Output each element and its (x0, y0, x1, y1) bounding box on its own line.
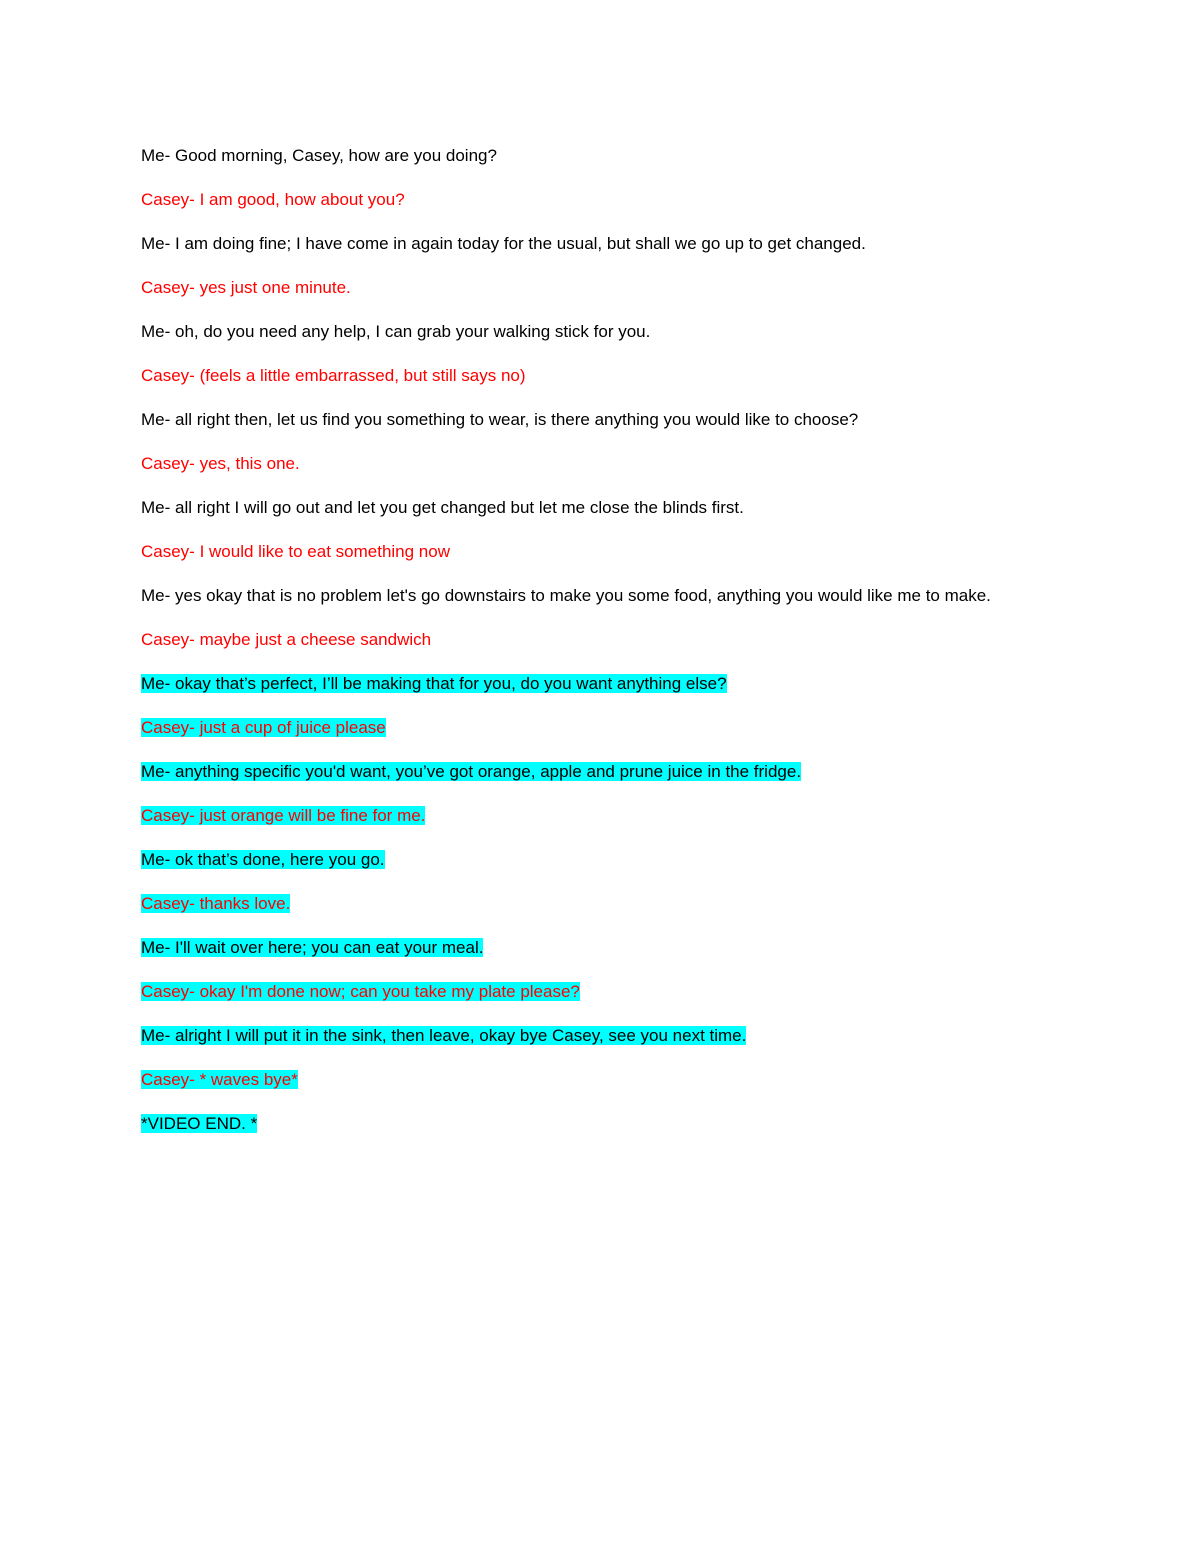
dialogue-line-me-highlighted: Me- alright I will put it in the sink, then leave, okay bye Casey, see you next time. (141, 1026, 747, 1045)
dialogue-line-casey-highlighted: Casey- thanks love. (141, 894, 291, 913)
dialogue-line-casey: Casey- maybe just a cheese sandwich (141, 630, 432, 649)
dialogue-line-casey-highlighted: Casey- * waves bye* (141, 1070, 298, 1089)
dialogue-script (141, 141, 1061, 1153)
dialogue-line-casey-highlighted: Casey- just orange will be fine for me. (141, 806, 426, 825)
dialogue-line-me-highlighted: Me- I'll wait over here; you can eat your meal. (141, 938, 484, 957)
dialogue-line-me: Me- oh, do you need any help, I can grab your walking stick for you. (141, 322, 651, 341)
dialogue-line-casey: Casey- I am good, how about you? (141, 190, 405, 209)
dialogue-line-casey-highlighted: Casey- okay I'm done now; can you take my plate please? (141, 982, 580, 1001)
dialogue-line-me-highlighted: Me- ok that’s done, here you go. (141, 850, 385, 869)
dialogue-line-casey: Casey- (feels a little embarrassed, but still says no) (141, 366, 526, 385)
video-end-marker: *VIDEO END. * (141, 1114, 258, 1133)
dialogue-line-me: Me- Good morning, Casey, how are you doing? (141, 146, 497, 165)
dialogue-line-me: Me- all right then, let us find you something to wear, is there anything you would like to choose? (141, 410, 859, 429)
dialogue-line-casey: Casey- yes, this one. (141, 454, 300, 473)
dialogue-line-casey: Casey- I would like to eat something now (141, 542, 450, 561)
dialogue-line-me-highlighted: Me- anything specific you'd want, you’ve got orange, apple and prune juice in the fridge. (141, 762, 802, 781)
dialogue-line-me: Me- I am doing fine; I have come in again today for the usual, but shall we go up to get changed. (141, 234, 866, 253)
dialogue-line-me: Me- all right I will go out and let you get changed but let me close the blinds first. (141, 498, 744, 517)
dialogue-line-casey: Casey- yes just one minute. (141, 278, 351, 297)
dialogue-line-me-highlighted: Me- okay that’s perfect, I’ll be making that for you, do you want anything else? (141, 674, 727, 693)
dialogue-line-casey-highlighted: Casey- just a cup of juice please (141, 718, 386, 737)
dialogue-line-me: Me- yes okay that is no problem let's go downstairs to make you some food, anything you would like me to make. (141, 586, 991, 605)
